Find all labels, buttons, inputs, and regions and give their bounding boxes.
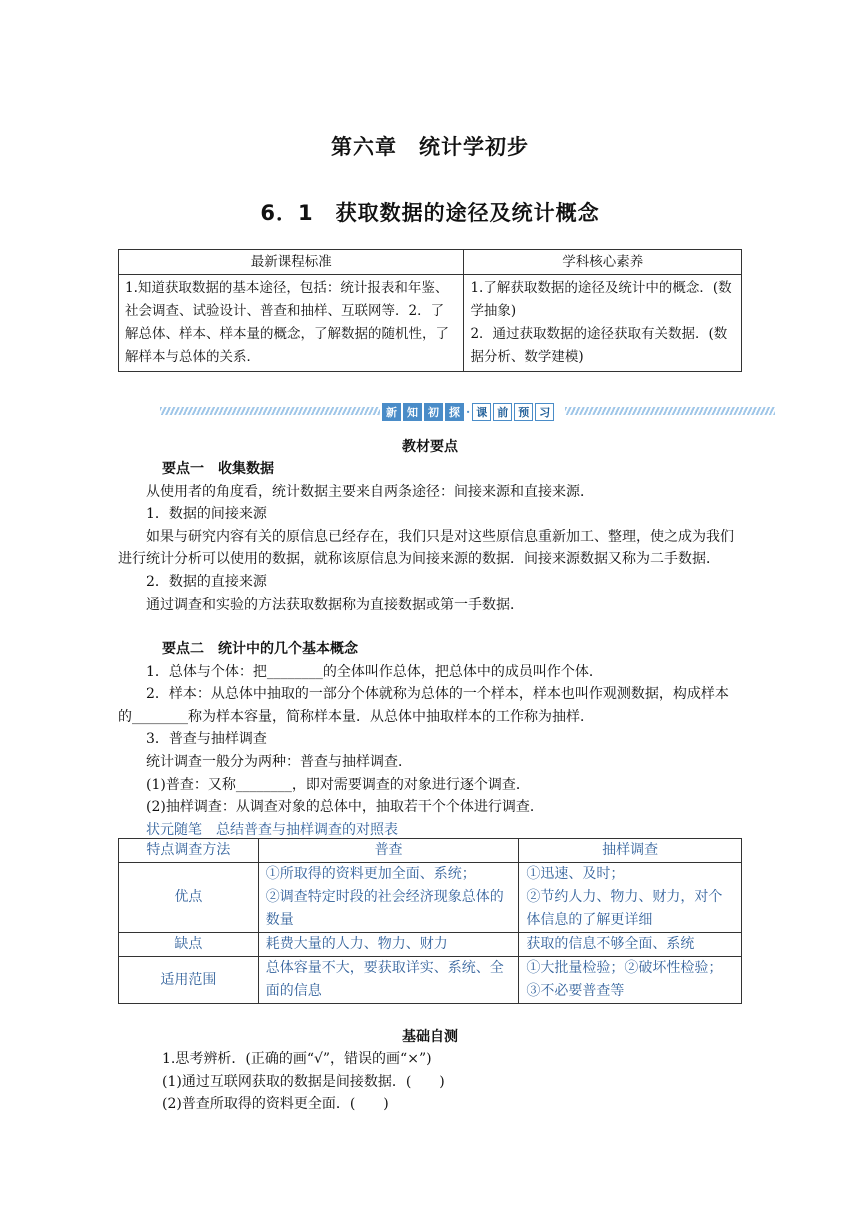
cell-line: ①大批量检验；②破坏性检验；	[526, 960, 723, 976]
fill-blank: ________	[266, 663, 323, 680]
fill-blank: ________	[235, 776, 292, 793]
literacy-item-2: 2．通过获取数据的途径获取有关数据．(数据分析、数学建模)	[470, 326, 728, 365]
self-test-q1: 1.思考辨析．(正确的画“√”，错误的画“×”)	[162, 1051, 432, 1067]
header-feature: 特点调查方法	[119, 839, 259, 863]
point2-title: 要点二 统计中的几个基本概念	[162, 641, 358, 657]
point1-block	[118, 458, 742, 616]
row-label: 适用范围	[119, 957, 259, 1004]
row-label: 缺点	[119, 933, 259, 957]
banner-stripe-right	[565, 407, 775, 415]
cell-line: ③不必要普查等	[526, 983, 625, 999]
table-row	[119, 863, 742, 933]
cell-line: ①迅速、及时；	[526, 866, 625, 882]
census-cell	[258, 933, 519, 957]
cell-line: 总体容量不大，要获取详实、系统、全面的信息	[265, 960, 504, 999]
comparison-table	[118, 838, 742, 1004]
literacy-item-1: 1.了解获取数据的途径及统计中的概念．(数学抽象)	[470, 280, 732, 319]
banner-char: 初	[424, 403, 443, 421]
row-label: 优点	[119, 863, 259, 933]
cell-line: ②节约人力、物力、财力，对个体信息的了解更详细	[526, 889, 723, 928]
cell-line: 获取的信息不够全面、系统	[526, 936, 695, 952]
header-sampling: 抽样调查	[519, 839, 742, 863]
banner-char: 探	[445, 403, 464, 421]
banner-char: 预	[514, 403, 533, 421]
point2-item1	[118, 661, 742, 684]
point1-sub1-text: 如果与研究内容有关的原信息已经存在，我们只是对这些原信息重新加工、整理，使之成为我们进行统计分析可以使用的数据，就称该原信息为间接来源的数据．间接来源数据又称为二手数据．	[118, 528, 734, 568]
sampling-cell	[519, 933, 742, 957]
note-title: 状元随笔 总结普查与抽样调查的对照表	[146, 821, 398, 838]
sampling-cell	[519, 957, 742, 1004]
sampling-cell	[519, 863, 742, 933]
point1-intro: 从使用者的角度看，统计数据主要来自两条途径：间接来源和直接来源．	[146, 483, 594, 500]
table-row	[119, 933, 742, 957]
standards-header-curriculum: 最新课程标准	[119, 250, 464, 275]
point1-sub2-title: 2．数据的直接来源	[146, 573, 267, 590]
header-census: 普查	[258, 839, 519, 863]
point2-item1-lead: 1．总体与个体：把	[146, 663, 267, 680]
standards-table	[118, 249, 742, 372]
point2-sampling: (2)抽样调查：从调查对象的总体中，抽取若干个个体进行调查．	[146, 799, 544, 816]
point2-item3-title: 3．普查与抽样调查	[146, 731, 267, 748]
cell-line: ②调查特定时段的社会经济现象总体的数量	[265, 889, 504, 928]
table-row	[119, 957, 742, 1004]
point1-sub2-text: 通过调查和实验的方法获取数据称为直接数据或第一手数据．	[146, 596, 524, 613]
section-banner	[160, 403, 775, 420]
census-cell	[258, 957, 519, 1004]
point2-item1-tail: 的全体叫作总体，把总体中的成员叫作个体．	[322, 663, 603, 680]
point2-item2	[118, 683, 742, 728]
cell-line: 耗费大量的人力、物力、财力	[265, 936, 448, 952]
census-lead: (1)普查：又称	[146, 776, 236, 793]
banner-char: 课	[472, 403, 491, 421]
comparison-header-row	[119, 839, 742, 863]
self-test-heading: 基础自测	[402, 1029, 458, 1045]
banner-label	[382, 403, 556, 421]
point2-block	[118, 638, 742, 841]
cell-line: ①所取得的资料更加全面、系统；	[265, 866, 476, 882]
banner-dot: ·	[466, 405, 471, 419]
textbook-points-heading: 教材要点	[402, 439, 458, 455]
standards-literacy-cell	[464, 275, 742, 372]
standards-header-literacy: 学科核心素养	[464, 250, 742, 275]
self-test-q1-2: (2)普查所取得的资料更全面．( )	[162, 1096, 389, 1113]
point1-sub1-title: 1．数据的间接来源	[146, 506, 267, 523]
banner-char: 新	[382, 403, 401, 421]
point2-item2-lead: 2．样本：从总体中抽取的一部分个体就称为总体的一个样本，样本也叫作观测数据，构成样本的	[118, 686, 729, 725]
census-tail: ，即对需要调查的对象进行逐个调查．	[291, 776, 530, 793]
chapter-title: 第六章 统计学初步	[331, 135, 529, 159]
section-title: 6．1 获取数据的途径及统计概念	[260, 201, 600, 225]
point2-item2-tail: 称为样本容量，简称样本量．从总体中抽取样本的工作称为抽样．	[188, 708, 594, 725]
banner-char: 前	[493, 403, 512, 421]
banner-stripe-left	[160, 407, 380, 415]
census-cell	[258, 863, 519, 933]
self-test-block	[162, 1048, 742, 1116]
self-test-q1-1: (1)通过互联网获取的数据是间接数据．( )	[162, 1073, 445, 1090]
point2-item3-intro: 统计调查一般分为两种：普查与抽样调查．	[146, 753, 412, 770]
fill-blank: ________	[132, 708, 188, 725]
point2-census	[118, 774, 742, 797]
banner-char: 习	[535, 403, 554, 421]
standards-curriculum-text: 1.知道获取数据的基本途径，包括：统计报表和年鉴、社会调查、试验设计、普查和抽样、互联网等．2．了解总体、样本、样本量的概念，了解数据的随机性，了解样本与总体的关系．	[119, 275, 464, 372]
banner-char: 知	[403, 403, 422, 421]
point1-title: 要点一 收集数据	[162, 461, 274, 477]
